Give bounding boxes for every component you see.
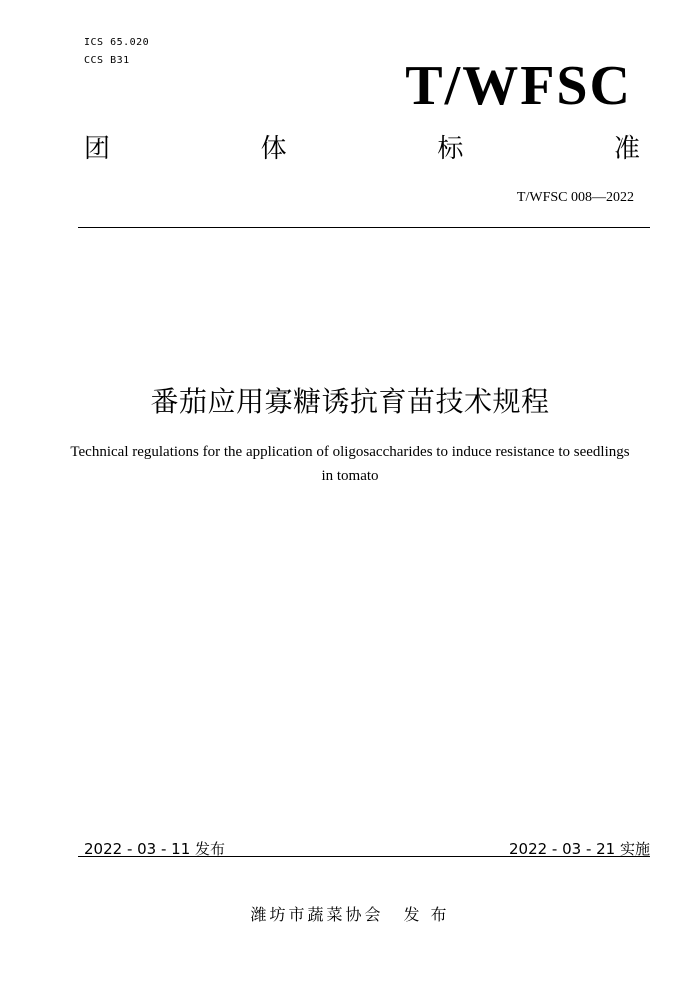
- ics-code: ICS 65.020: [84, 37, 150, 48]
- standard-type-char-1: 团: [84, 134, 111, 164]
- issue-date: 2022 - 03 - 11 发布: [84, 840, 226, 858]
- ccs-code: CCS B31: [84, 55, 130, 66]
- standard-type-char-2: 体: [260, 134, 287, 164]
- standard-type-heading: [84, 136, 640, 162]
- organization-code-logo: T/WFSC: [405, 55, 632, 117]
- standard-type-char-4: 准: [613, 134, 640, 164]
- header-divider: [78, 227, 650, 228]
- standard-number: T/WFSC 008—2022: [516, 190, 634, 205]
- publisher-action: 发 布: [403, 905, 450, 924]
- standard-type-char-3: 标: [437, 134, 464, 164]
- footer-divider: [78, 856, 650, 857]
- document-title-english: Technical regulations for the application of oligosaccharides to induce resistance to seedlings in tomato: [70, 444, 630, 484]
- publisher-name: 潍坊市蔬菜协会: [250, 905, 384, 924]
- publisher-line: [0, 902, 700, 925]
- effective-date: 2022 - 03 - 21 实施: [508, 840, 650, 858]
- document-title-chinese: 番茄应用寡糖诱抗育苗技术规程: [150, 385, 550, 418]
